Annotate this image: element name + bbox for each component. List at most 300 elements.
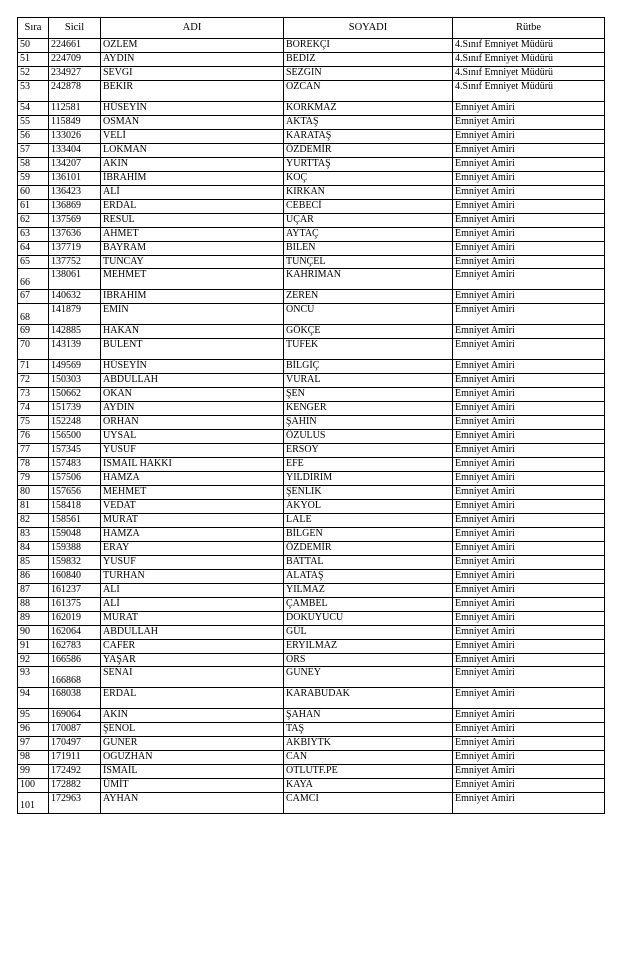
cell-sicil: 151739 (49, 401, 101, 415)
table-row (18, 527, 605, 541)
cell-sicil: 159048 (49, 527, 101, 541)
cell-soyadi: OZCAN (284, 80, 453, 101)
cell-sira: 80 (18, 485, 49, 499)
cell-rutbe: Emniyet Amiri (453, 269, 605, 290)
table-row (18, 513, 605, 527)
cell-sicil: 162019 (49, 611, 101, 625)
cell-sicil: 224709 (49, 53, 101, 67)
cell-sicil: 152248 (49, 415, 101, 429)
cell-sira: 73 (18, 387, 49, 401)
table-row (18, 709, 605, 723)
table-row (18, 667, 605, 688)
cell-sira: 94 (18, 688, 49, 709)
cell-soyadi: CAMCI (284, 792, 453, 813)
cell-sira: 67 (18, 290, 49, 304)
cell-sira: 55 (18, 115, 49, 129)
cell-soyadi: AKYOL (284, 499, 453, 513)
cell-rutbe: Emniyet Amiri (453, 513, 605, 527)
cell-soyadi: ZEREN (284, 290, 453, 304)
cell-adi: HAKAN (101, 325, 284, 339)
cell-adi: MURAT (101, 513, 284, 527)
table-row (18, 227, 605, 241)
cell-adi: AYHAN (101, 792, 284, 813)
cell-rutbe: Emniyet Amiri (453, 199, 605, 213)
cell-rutbe: Emniyet Amiri (453, 792, 605, 813)
cell-sira: 101 (18, 792, 49, 813)
table-row (18, 415, 605, 429)
cell-sira: 74 (18, 401, 49, 415)
cell-sira: 87 (18, 583, 49, 597)
table-row (18, 199, 605, 213)
cell-sira: 61 (18, 199, 49, 213)
cell-adi: YUSUF (101, 443, 284, 457)
cell-sira: 66 (18, 269, 49, 290)
cell-sicil: 136101 (49, 171, 101, 185)
cell-rutbe: Emniyet Amiri (453, 667, 605, 688)
cell-rutbe: Emniyet Amiri (453, 611, 605, 625)
cell-sira: 71 (18, 359, 49, 373)
cell-adi: CAFER (101, 639, 284, 653)
table-row (18, 443, 605, 457)
table-row (18, 569, 605, 583)
roster-table-container (17, 17, 604, 814)
cell-sira: 98 (18, 751, 49, 765)
cell-soyadi: YURTTAŞ (284, 157, 453, 171)
cell-adi: OKAN (101, 387, 284, 401)
cell-soyadi: ÇAMBEL (284, 597, 453, 611)
cell-rutbe: Emniyet Amiri (453, 639, 605, 653)
cell-sicil: 150662 (49, 387, 101, 401)
cell-sira: 50 (18, 39, 49, 53)
cell-soyadi: BOREKÇI (284, 39, 453, 53)
cell-adi: OZLEM (101, 39, 284, 53)
cell-sicil: 224661 (49, 39, 101, 53)
cell-sira: 52 (18, 67, 49, 81)
cell-sira: 79 (18, 471, 49, 485)
cell-adi: BEKIR (101, 80, 284, 101)
cell-rutbe: Emniyet Amiri (453, 653, 605, 667)
table-row (18, 765, 605, 779)
cell-sira: 70 (18, 338, 49, 359)
cell-rutbe: 4.Sınıf Emniyet Müdürü (453, 53, 605, 67)
table-row (18, 213, 605, 227)
table-row (18, 373, 605, 387)
cell-sira: 91 (18, 639, 49, 653)
cell-soyadi: ŞENLIK (284, 485, 453, 499)
table-row (18, 583, 605, 597)
cell-adi: ALİ (101, 185, 284, 199)
cell-adi: İBRAHİM (101, 171, 284, 185)
cell-adi: SEVGI (101, 67, 284, 81)
cell-soyadi: ONCU (284, 304, 453, 325)
cell-sira: 82 (18, 513, 49, 527)
cell-soyadi: KARABUDAK (284, 688, 453, 709)
cell-sicil: 161375 (49, 597, 101, 611)
table-row (18, 471, 605, 485)
cell-soyadi: KARATAŞ (284, 129, 453, 143)
cell-adi: GUNER (101, 737, 284, 751)
table-row (18, 53, 605, 67)
cell-rutbe: Emniyet Amiri (453, 723, 605, 737)
cell-adi: AYDIN (101, 401, 284, 415)
cell-sicil: 137752 (49, 255, 101, 269)
cell-sira: 60 (18, 185, 49, 199)
cell-adi: HAMZA (101, 527, 284, 541)
cell-sicil: 172492 (49, 765, 101, 779)
column-header-sira: Sıra (18, 18, 49, 39)
cell-adi: BAYRAM (101, 241, 284, 255)
table-row (18, 338, 605, 359)
cell-adi: OSMAN (101, 115, 284, 129)
cell-adi: İSMAİL (101, 765, 284, 779)
cell-sira: 84 (18, 541, 49, 555)
cell-sicil: 138061 (49, 269, 101, 290)
cell-sicil: 137719 (49, 241, 101, 255)
cell-rutbe: Emniyet Amiri (453, 569, 605, 583)
cell-adi: MURAT (101, 611, 284, 625)
cell-sicil: 141879 (49, 304, 101, 325)
cell-rutbe: Emniyet Amiri (453, 597, 605, 611)
cell-rutbe: Emniyet Amiri (453, 751, 605, 765)
cell-sira: 99 (18, 765, 49, 779)
cell-soyadi: UÇAR (284, 213, 453, 227)
table-row (18, 255, 605, 269)
cell-rutbe: Emniyet Amiri (453, 485, 605, 499)
table-row (18, 143, 605, 157)
cell-soyadi: ALATAŞ (284, 569, 453, 583)
cell-soyadi: ERSOY (284, 443, 453, 457)
cell-rutbe: Emniyet Amiri (453, 373, 605, 387)
table-row (18, 115, 605, 129)
cell-soyadi: TUFEK (284, 338, 453, 359)
cell-rutbe: 4.Sınıf Emniyet Müdürü (453, 67, 605, 81)
cell-sira: 86 (18, 569, 49, 583)
cell-soyadi: CEBECİ (284, 199, 453, 213)
cell-rutbe: Emniyet Amiri (453, 338, 605, 359)
cell-rutbe: Emniyet Amiri (453, 709, 605, 723)
roster-table (17, 17, 605, 814)
cell-soyadi: KORKMAZ (284, 101, 453, 115)
cell-sicil: 160840 (49, 569, 101, 583)
table-row (18, 39, 605, 53)
cell-sira: 93 (18, 667, 49, 688)
header-row (18, 18, 605, 39)
cell-sicil: 136423 (49, 185, 101, 199)
cell-sicil: 156500 (49, 429, 101, 443)
table-row (18, 485, 605, 499)
cell-sicil: 133026 (49, 129, 101, 143)
cell-sira: 63 (18, 227, 49, 241)
cell-adi: BULENT (101, 338, 284, 359)
cell-soyadi: ŞAHAN (284, 709, 453, 723)
cell-adi: AYDIN (101, 53, 284, 67)
cell-sira: 92 (18, 653, 49, 667)
table-row (18, 80, 605, 101)
table-row (18, 359, 605, 373)
table-row (18, 429, 605, 443)
cell-soyadi: TUNÇEL (284, 255, 453, 269)
cell-adi: ALI (101, 583, 284, 597)
column-header-sicil: Sicil (49, 18, 101, 39)
cell-sira: 69 (18, 325, 49, 339)
table-row (18, 688, 605, 709)
cell-sira: 77 (18, 443, 49, 457)
table-row (18, 639, 605, 653)
cell-soyadi: GÜL (284, 625, 453, 639)
table-row (18, 67, 605, 81)
cell-sira: 90 (18, 625, 49, 639)
cell-rutbe: Emniyet Amiri (453, 157, 605, 171)
cell-sira: 65 (18, 255, 49, 269)
cell-rutbe: Emniyet Amiri (453, 779, 605, 793)
cell-rutbe: Emniyet Amiri (453, 541, 605, 555)
cell-sira: 88 (18, 597, 49, 611)
cell-rutbe: Emniyet Amiri (453, 241, 605, 255)
cell-rutbe: Emniyet Amiri (453, 688, 605, 709)
cell-sicil: 133404 (49, 143, 101, 157)
table-header (18, 18, 605, 39)
table-row (18, 101, 605, 115)
cell-sicil: 170497 (49, 737, 101, 751)
cell-sira: 100 (18, 779, 49, 793)
cell-rutbe: 4.Sınıf Emniyet Müdürü (453, 80, 605, 101)
cell-sicil: 157345 (49, 443, 101, 457)
cell-adi: AKIN (101, 157, 284, 171)
cell-adi: AHMET (101, 227, 284, 241)
cell-soyadi: CAN (284, 751, 453, 765)
cell-sicil: 134207 (49, 157, 101, 171)
cell-soyadi: BATTAL (284, 555, 453, 569)
table-row (18, 290, 605, 304)
cell-rutbe: Emniyet Amiri (453, 304, 605, 325)
cell-sicil: 115849 (49, 115, 101, 129)
table-row (18, 751, 605, 765)
cell-soyadi: EFE (284, 457, 453, 471)
cell-sicil: 166868 (49, 667, 101, 688)
cell-adi: VELİ (101, 129, 284, 143)
cell-sira: 75 (18, 415, 49, 429)
cell-adi: OĞUZHAN (101, 751, 284, 765)
table-row (18, 653, 605, 667)
cell-rutbe: Emniyet Amiri (453, 101, 605, 115)
cell-sicil: 136869 (49, 199, 101, 213)
cell-sira: 83 (18, 527, 49, 541)
table-row (18, 555, 605, 569)
cell-sicil: 157483 (49, 457, 101, 471)
cell-adi: AKIN (101, 709, 284, 723)
cell-soyadi: KENGER (284, 401, 453, 415)
cell-adi: MEHMET (101, 485, 284, 499)
table-row (18, 304, 605, 325)
table-row (18, 241, 605, 255)
cell-sicil: 159832 (49, 555, 101, 569)
cell-adi: ERDAL (101, 688, 284, 709)
cell-soyadi: KAYA (284, 779, 453, 793)
cell-adi: LOKMAN (101, 143, 284, 157)
cell-adi: UYSAL (101, 429, 284, 443)
cell-soyadi: BEDIZ (284, 53, 453, 67)
cell-soyadi: BİLGİÇ (284, 359, 453, 373)
table-row (18, 779, 605, 793)
cell-soyadi: KAHRIMAN (284, 269, 453, 290)
cell-rutbe: Emniyet Amiri (453, 415, 605, 429)
cell-soyadi: ŞEN (284, 387, 453, 401)
cell-soyadi: YILMAZ (284, 583, 453, 597)
cell-soyadi: AYTAÇ (284, 227, 453, 241)
cell-rutbe: 4.Sınıf Emniyet Müdürü (453, 39, 605, 53)
table-row (18, 185, 605, 199)
cell-sicil: 172963 (49, 792, 101, 813)
cell-rutbe: Emniyet Amiri (453, 290, 605, 304)
cell-adi: HÜSEYİN (101, 101, 284, 115)
cell-sicil: 112581 (49, 101, 101, 115)
cell-sira: 97 (18, 737, 49, 751)
cell-rutbe: Emniyet Amiri (453, 429, 605, 443)
cell-sicil: 150303 (49, 373, 101, 387)
cell-adi: ŞENOL (101, 723, 284, 737)
cell-sira: 95 (18, 709, 49, 723)
table-row (18, 457, 605, 471)
cell-adi: MEHMET (101, 269, 284, 290)
table-row (18, 387, 605, 401)
cell-sira: 72 (18, 373, 49, 387)
cell-soyadi: KIRKAN (284, 185, 453, 199)
cell-adi: ALİ (101, 597, 284, 611)
cell-sicil: 242878 (49, 80, 101, 101)
table-row (18, 129, 605, 143)
cell-rutbe: Emniyet Amiri (453, 499, 605, 513)
table-row (18, 541, 605, 555)
cell-sicil: 161237 (49, 583, 101, 597)
cell-rutbe: Emniyet Amiri (453, 443, 605, 457)
cell-soyadi: ÖZDEMİR (284, 143, 453, 157)
cell-rutbe: Emniyet Amiri (453, 471, 605, 485)
cell-adi: ERAY (101, 541, 284, 555)
cell-sira: 53 (18, 80, 49, 101)
cell-soyadi: ÖZULUS (284, 429, 453, 443)
table-row (18, 269, 605, 290)
table-row (18, 157, 605, 171)
table-row (18, 401, 605, 415)
cell-adi: VEDAT (101, 499, 284, 513)
cell-sira: 57 (18, 143, 49, 157)
cell-soyadi: VURAL (284, 373, 453, 387)
cell-soyadi: GUNEY (284, 667, 453, 688)
cell-sicil: 157506 (49, 471, 101, 485)
cell-sira: 89 (18, 611, 49, 625)
cell-sira: 59 (18, 171, 49, 185)
cell-sira: 54 (18, 101, 49, 115)
cell-sicil: 162064 (49, 625, 101, 639)
cell-adi: ISMAIL HAKKI (101, 457, 284, 471)
cell-sicil: 166586 (49, 653, 101, 667)
column-header-rutbe: Rütbe (453, 18, 605, 39)
cell-adi: ERDAL (101, 199, 284, 213)
cell-rutbe: Emniyet Amiri (453, 555, 605, 569)
cell-rutbe: Emniyet Amiri (453, 387, 605, 401)
cell-soyadi: DOKUYUCU (284, 611, 453, 625)
cell-soyadi: AKTAŞ (284, 115, 453, 129)
cell-soyadi: ORS (284, 653, 453, 667)
cell-rutbe: Emniyet Amiri (453, 171, 605, 185)
table-row (18, 597, 605, 611)
cell-sicil: 159388 (49, 541, 101, 555)
cell-sicil: 142885 (49, 325, 101, 339)
cell-soyadi: ERYILMAZ (284, 639, 453, 653)
table-row (18, 792, 605, 813)
cell-sicil: 143139 (49, 338, 101, 359)
cell-sira: 56 (18, 129, 49, 143)
cell-adi: YUSUF (101, 555, 284, 569)
cell-sira: 58 (18, 157, 49, 171)
table-row (18, 723, 605, 737)
cell-sicil: 168038 (49, 688, 101, 709)
cell-rutbe: Emniyet Amiri (453, 255, 605, 269)
table-row (18, 625, 605, 639)
cell-sira: 62 (18, 213, 49, 227)
cell-soyadi: AKBIYTK (284, 737, 453, 751)
cell-soyadi: SEZGIN (284, 67, 453, 81)
cell-adi: ORHAN (101, 415, 284, 429)
cell-rutbe: Emniyet Amiri (453, 227, 605, 241)
table-row (18, 611, 605, 625)
cell-rutbe: Emniyet Amiri (453, 625, 605, 639)
cell-soyadi: OTLUTF.PE (284, 765, 453, 779)
cell-sira: 96 (18, 723, 49, 737)
cell-rutbe: Emniyet Amiri (453, 583, 605, 597)
cell-sicil: 172882 (49, 779, 101, 793)
cell-sicil: 137569 (49, 213, 101, 227)
cell-soyadi: TAŞ (284, 723, 453, 737)
cell-sira: 64 (18, 241, 49, 255)
cell-sicil: 169064 (49, 709, 101, 723)
cell-rutbe: Emniyet Amiri (453, 213, 605, 227)
table-row (18, 499, 605, 513)
cell-adi: ABDULLAH (101, 373, 284, 387)
cell-rutbe: Emniyet Amiri (453, 359, 605, 373)
cell-adi: HÜSEYİN (101, 359, 284, 373)
cell-sira: 51 (18, 53, 49, 67)
cell-sira: 81 (18, 499, 49, 513)
cell-adi: TUNCAY (101, 255, 284, 269)
cell-adi: SENAI (101, 667, 284, 688)
cell-sira: 78 (18, 457, 49, 471)
cell-sicil: 140632 (49, 290, 101, 304)
column-header-soyadi: SOYADI (284, 18, 453, 39)
cell-soyadi: BILEN (284, 241, 453, 255)
cell-rutbe: Emniyet Amiri (453, 527, 605, 541)
cell-rutbe: Emniyet Amiri (453, 765, 605, 779)
cell-sicil: 137636 (49, 227, 101, 241)
cell-sicil: 149569 (49, 359, 101, 373)
cell-rutbe: Emniyet Amiri (453, 737, 605, 751)
cell-sicil: 171911 (49, 751, 101, 765)
cell-soyadi: LALE (284, 513, 453, 527)
cell-adi: RESUL (101, 213, 284, 227)
cell-soyadi: ŞAHIN (284, 415, 453, 429)
table-body (18, 39, 605, 814)
cell-sicil: 158561 (49, 513, 101, 527)
cell-adi: EMIN (101, 304, 284, 325)
cell-sicil: 158418 (49, 499, 101, 513)
cell-soyadi: BİLGEN (284, 527, 453, 541)
cell-adi: YAŞAR (101, 653, 284, 667)
cell-soyadi: ÖZDEMİR (284, 541, 453, 555)
cell-sira: 76 (18, 429, 49, 443)
cell-rutbe: Emniyet Amiri (453, 143, 605, 157)
cell-sicil: 234927 (49, 67, 101, 81)
cell-rutbe: Emniyet Amiri (453, 185, 605, 199)
